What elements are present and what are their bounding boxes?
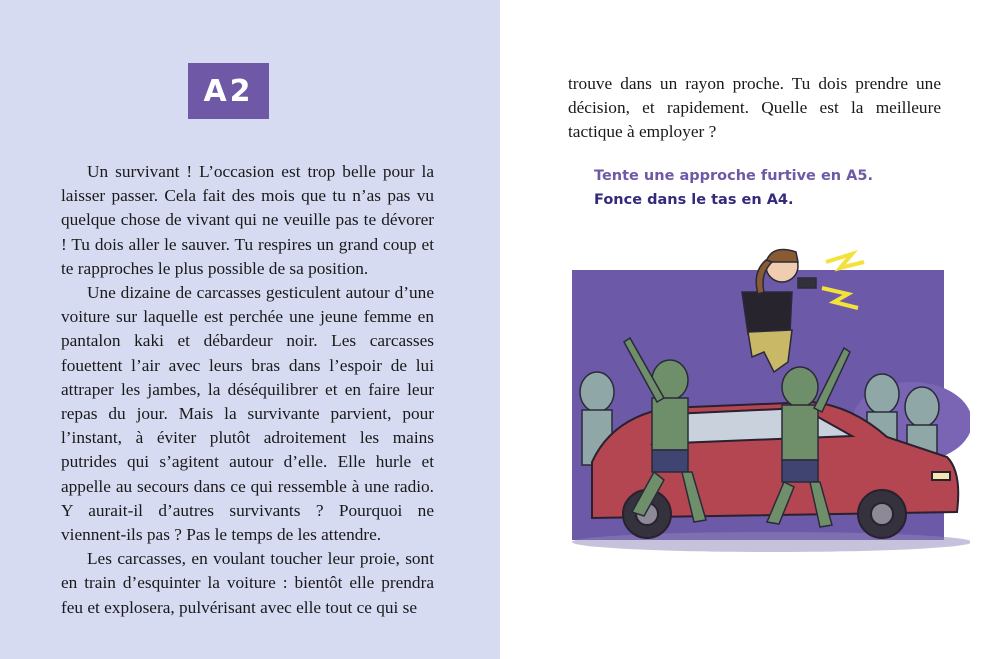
choice-stealth-a5[interactable]: Tente une approche furtive en A5. <box>594 168 873 184</box>
section-label: A2 <box>203 73 254 109</box>
zombie-illustration <box>552 222 970 552</box>
paragraph: trouve dans un rayon proche. Tu dois prendre une décision, et rapidement. Quelle est la meilleure tactique à employer ? <box>568 74 941 142</box>
choices <box>594 164 873 212</box>
right-page-text <box>568 72 941 145</box>
paragraph: Les carcasses, en voulant toucher leur proie, sont en train d’esquinter la voiture : bientôt elle prendra feu et explosera, pulvérisant avec elle tout ce qui se <box>61 549 434 617</box>
ground-shadow <box>572 532 970 552</box>
right-page <box>500 0 1000 659</box>
section-badge <box>188 63 269 119</box>
choice-charge-a4[interactable]: Fonce dans le tas en A4. <box>594 192 794 208</box>
paragraph: Une dizaine de carcasses gesticulent autour d’une voiture sur laquelle est perchée une jeune femme en pantalon kaki et débardeur noir. Les carcasses fouettent l’air avec leurs bras dans l’espoir de lui attraper les jambes, la déséquilibrer et en faire leur repas du jour. Mais la survivante parvient, pour l’instant, à éviter plutôt adroitement les mains putrides qui s’agitent autour d’elle. Elle hurle et appelle au secours dans ce qui ressemble à une radio. Y aurait-il d’autres survivants ? Pourquoi ne viennent-ils pas ? Pas le temps de les attendre. <box>61 283 434 545</box>
paragraph: Un survivant ! L’occasion est trop belle pour la laisser passer. Cela fait des mois que tu n’as pas vu quelque chose de vivant qui ne veuille pas te dévorer ! Tu dois aller le sauver. Tu respires un grand coup et te rapproches le plus possible de sa position. <box>61 162 434 278</box>
left-page-text <box>61 160 434 620</box>
noise-bolt <box>826 254 864 268</box>
